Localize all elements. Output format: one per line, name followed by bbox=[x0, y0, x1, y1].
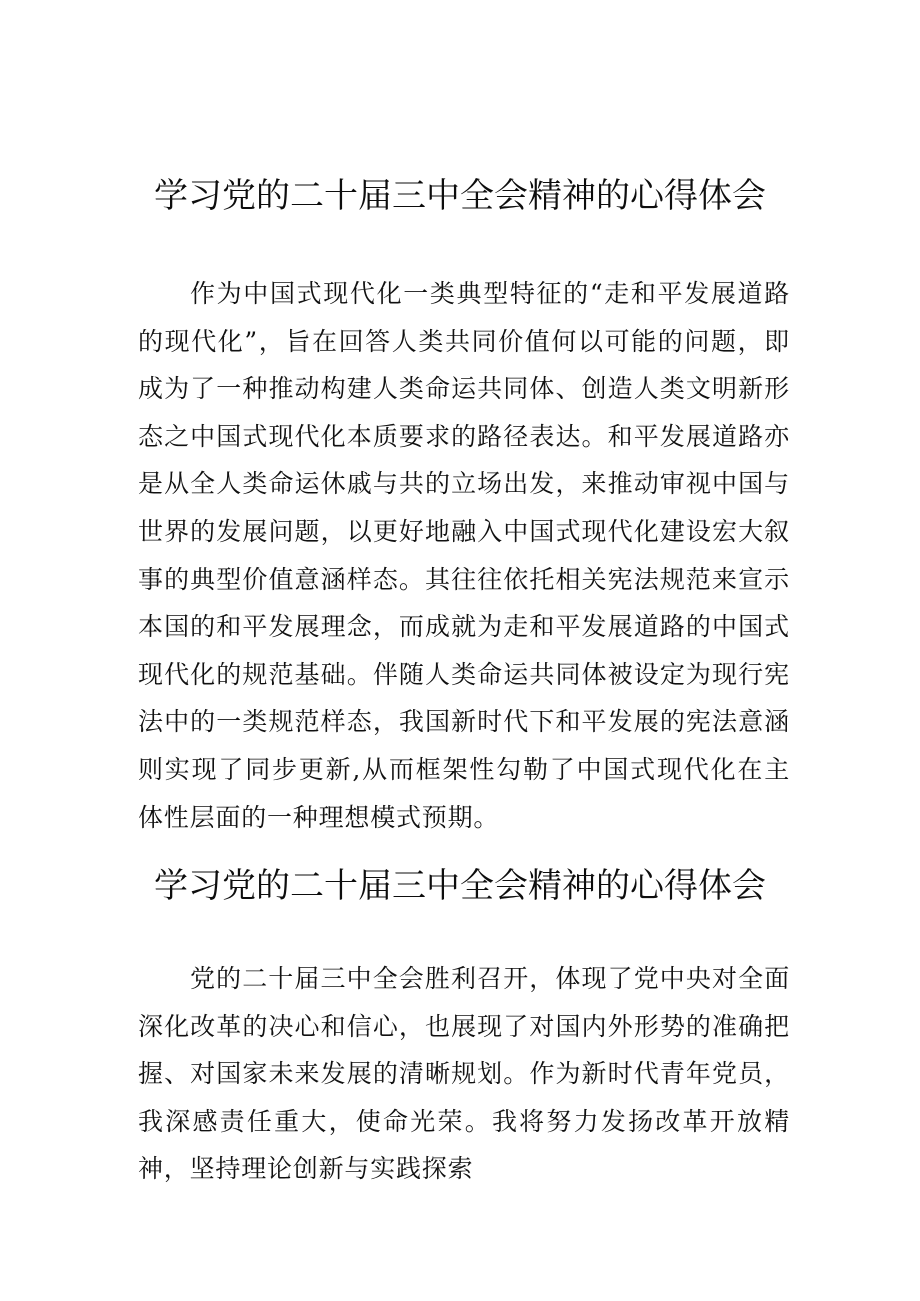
section-title: 学习党的二十届三中全会精神的心得体会 bbox=[154, 866, 766, 906]
section-1 bbox=[0, 172, 920, 832]
section-paragraph: 作为中国式现代化一类典型特征的“走和平发展道路的现代化”，旨在回答人类共同价值何以可能的问题，即成为了一种推动构建人类命运共同体、创造人类文明新形态之中国式现代化本质要求的路径表达。和平发展道路亦是从全人类命运休戚与共的立场出发，来推动审视中国与世界的发展问题，以更好地融入中国式现代化建设宏大叙事的典型价值意涵样态。其往往依托相关宪法规范来宣示本国的和平发展理念，而成就为走和平发展道路的中国式现代化的规范基础。伴随人类命运共同体被设定为现行宪法中的一类规范样态，我国新时代下和平发展的宪法意涵则实现了同步更新,从而框架性勾勒了中国式现代化在主体性层面的一种理想模式预期。 bbox=[138, 279, 790, 832]
section-paragraph: 党的二十届三中全会胜利召开，体现了党中央对全面深化改革的决心和信心，也展现了对国内外形势的准确把握、对国家未来发展的清晰规划。作为新时代青年党员，我深感责任重大，使命光荣。我将努力发扬改革开放精神，坚持理论创新与实践探索 bbox=[138, 964, 790, 1184]
section-title: 学习党的二十届三中全会精神的心得体会 bbox=[154, 176, 766, 216]
section-2 bbox=[0, 862, 920, 1184]
